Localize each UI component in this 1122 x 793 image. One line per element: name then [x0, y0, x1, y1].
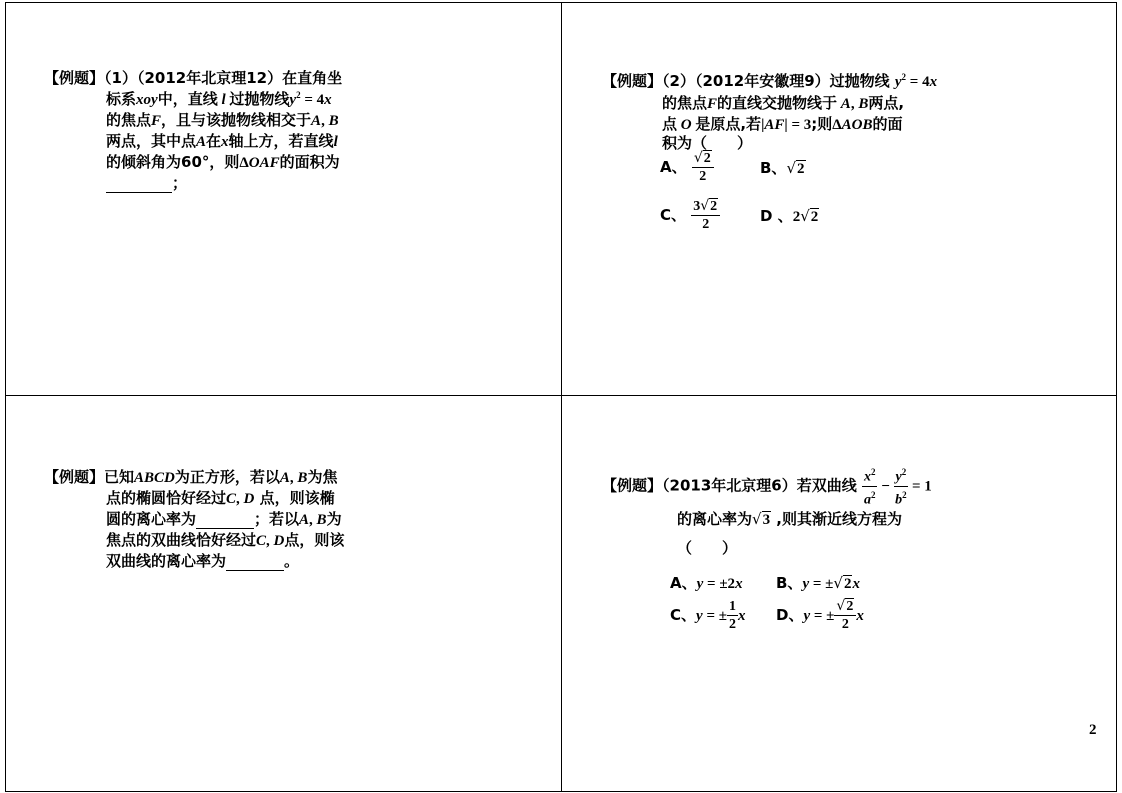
- page-number: 2: [1089, 722, 1097, 738]
- option-d: D、y = ± $\frac{√2}{2}$ x: [776, 598, 864, 632]
- slide-frame-3: [5, 395, 562, 792]
- example-label: 【例题】: [602, 72, 663, 90]
- answer-blank: [226, 552, 284, 571]
- option-b: B、√2: [760, 159, 805, 177]
- answer-blank: [106, 174, 172, 193]
- example-label: 【例题】: [44, 468, 105, 486]
- option-c: C、y = ± $\frac{1}{2}$ x: [670, 599, 746, 632]
- option-b: B、y = ±√2x: [776, 574, 860, 592]
- slide-frame-2: [561, 2, 1117, 396]
- option-d: D 、2√2: [760, 207, 819, 225]
- answer-blank: [196, 510, 254, 529]
- slide-frame-1: [5, 2, 562, 396]
- option-c: C、 $\frac{3√2}{2}$: [660, 198, 720, 233]
- option-a: A、y = ±2x: [670, 574, 743, 592]
- slide-frame-4: [561, 395, 1117, 792]
- example-label: 【例题】: [44, 69, 105, 87]
- example-label: 【例题】: [602, 476, 663, 495]
- option-a: A、 $\frac{√2}{2}$: [660, 150, 714, 185]
